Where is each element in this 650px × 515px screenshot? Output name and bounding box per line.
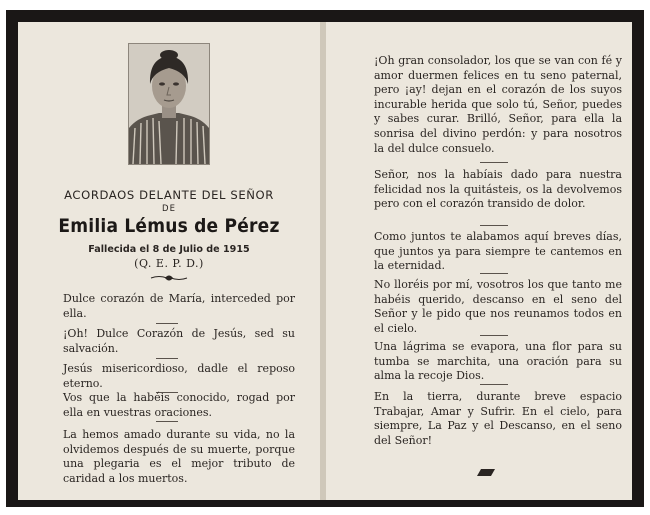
left-page (18, 22, 320, 500)
verse-5: Una lágrima se evapora, una flor para su tumba se marchita, una oración para su alma la recoje Dios. (374, 340, 622, 383)
remember-heading: ACORDAOS DELANTE DEL SEÑOR (64, 188, 274, 202)
death-date: Fallecida el 8 de Julio de 1915 (88, 244, 250, 255)
divider (156, 358, 178, 359)
divider (480, 225, 508, 226)
prayer-1: Dulce corazón de María, interceded por ella. (63, 292, 295, 320)
portrait-image (129, 44, 209, 164)
divider (480, 273, 508, 274)
divider (480, 335, 508, 336)
ornament-icon (149, 274, 189, 282)
verse-6: En la tierra, durante breve espacio Trabajar, Amar y Sufrir. En el cielo, para siempre, La Paz y el Descanso, en el seno del Señor! (374, 390, 622, 447)
divider (156, 323, 178, 324)
right-page (326, 22, 632, 500)
portrait-photo (128, 43, 210, 165)
prayer-2: ¡Oh! Dulce Corazón de Jesús, sed su salvación. (63, 327, 295, 355)
divider (156, 421, 178, 422)
prayer-4: Vos que la habéis conocido, rogad por ella en vuestras oraciones. (63, 391, 295, 419)
prayer-5: La hemos amado durante su vida, no la olvidemos después de su muerte, porque una plegaria es el mejor tributo de caridad a los muertos. (63, 428, 295, 485)
divider (480, 384, 508, 385)
deceased-name: Emilia Lémus de Pérez (58, 215, 280, 237)
verse-1: ¡Oh gran consolador, los que se van con fé y amor duermen felices en tu seno paternal, pero ¡ay! dejan en el corazón de los suyos incurable herida que solo tú, Señor, puedes y sabes curar. Brilló, Señor, para ella la sonrisa del divino perdón: y para nosotros la del dulce consuelo. (374, 54, 622, 155)
of-heading: DE (162, 204, 176, 214)
verse-2: Señor, nos la habíais dado para nuestra felicidad nos la quitásteis, os la devolvemos pero con el corazón transido de dolor. (374, 168, 622, 211)
prayer-3: Jesús misericordioso, dadle el reposo eterno. (63, 362, 295, 390)
verse-4: No lloréis por mí, vosotros los que tanto me habéis querido, descanso en el seno del Señor y le pido que nos reunamos todos en el cielo. (374, 278, 622, 335)
closing-mark-icon (473, 469, 495, 476)
divider (480, 162, 508, 163)
verse-3: Como juntos te alabamos aquí breves días, que juntos ya para siempre te cantemos en la eternidad. (374, 230, 622, 273)
memorial-card (6, 10, 644, 507)
qepd-text: (Q. E. P. D.) (134, 257, 204, 270)
